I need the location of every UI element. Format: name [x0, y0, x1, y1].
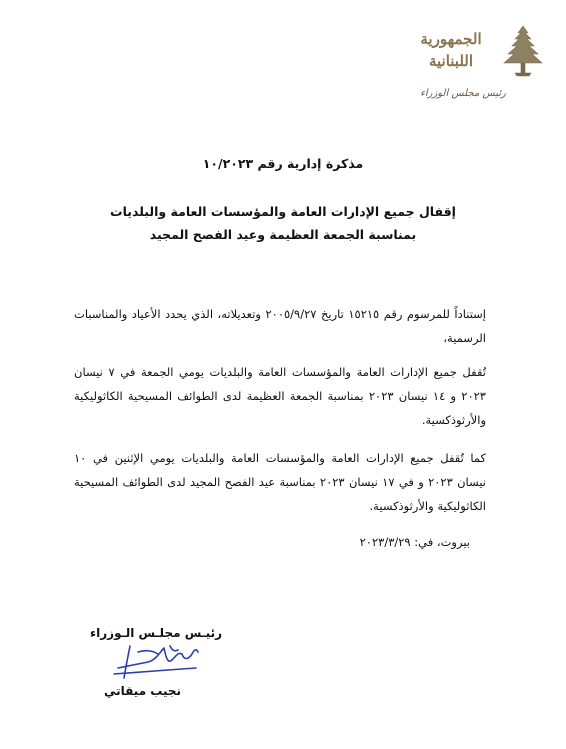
memo-number: مذكرة إدارية رقم ١٠/٢٠٢٣	[202, 156, 364, 171]
republic-line-2: اللبنانية	[428, 52, 474, 70]
office-name: رئيس مجلس الوزراء	[420, 88, 506, 99]
handwritten-signature	[108, 638, 208, 684]
date-line: بيروت، في: ٢٠٢٣/٣/٢٩	[359, 535, 470, 549]
letterhead	[398, 22, 548, 112]
paragraph-decree-reference: إستناداً للمرسوم رقم ١٥٢١٥ تاريخ ٢٠٠٥/٩/٢٧ وتعديلاته، الذي يحدد الأعياد والمناسبات الرسمية،	[74, 306, 487, 345]
republic-line-1: الجمهورية	[420, 30, 482, 48]
signer-name: نجيب ميقاتي	[104, 684, 182, 698]
republic-name	[406, 28, 496, 84]
paragraph-good-friday-closure: تُقفل جميع الإدارات العامة والمؤسسات العامة والبلديات يومي الجمعة في ٧ نيسان ٢٠٢٣ و ١٤ نيسان ٢٠٢٣ بمناسبة الجمعة العظيمة لدى الطوائف المسيحية الكاثوليكية والأرثوذكسية.	[74, 364, 486, 427]
subject-line-2: بمناسبة الجمعة العظيمة وعيد الفصح المجيد	[149, 227, 417, 242]
emblem-row	[398, 22, 548, 84]
signer-title: رئيـس مجلـس الـوزراء	[90, 626, 223, 640]
cedar-tree-icon	[500, 24, 546, 80]
subject-line-1: إقفال جميع الإدارات العامة والمؤسسات العامة والبلديات	[110, 204, 456, 219]
paragraph-easter-monday-closure: كما تُقفل جميع الإدارات العامة والمؤسسات العامة والبلديات يومي الإثنين في ١٠ نيسان ٢٠٢٣ و في ١٧ نيسان ٢٠٢٣ بمناسبة عيد الفصح المجيد لدى الطوائف المسيحية الكاثوليكية والأرثوذكسية.	[74, 450, 486, 513]
